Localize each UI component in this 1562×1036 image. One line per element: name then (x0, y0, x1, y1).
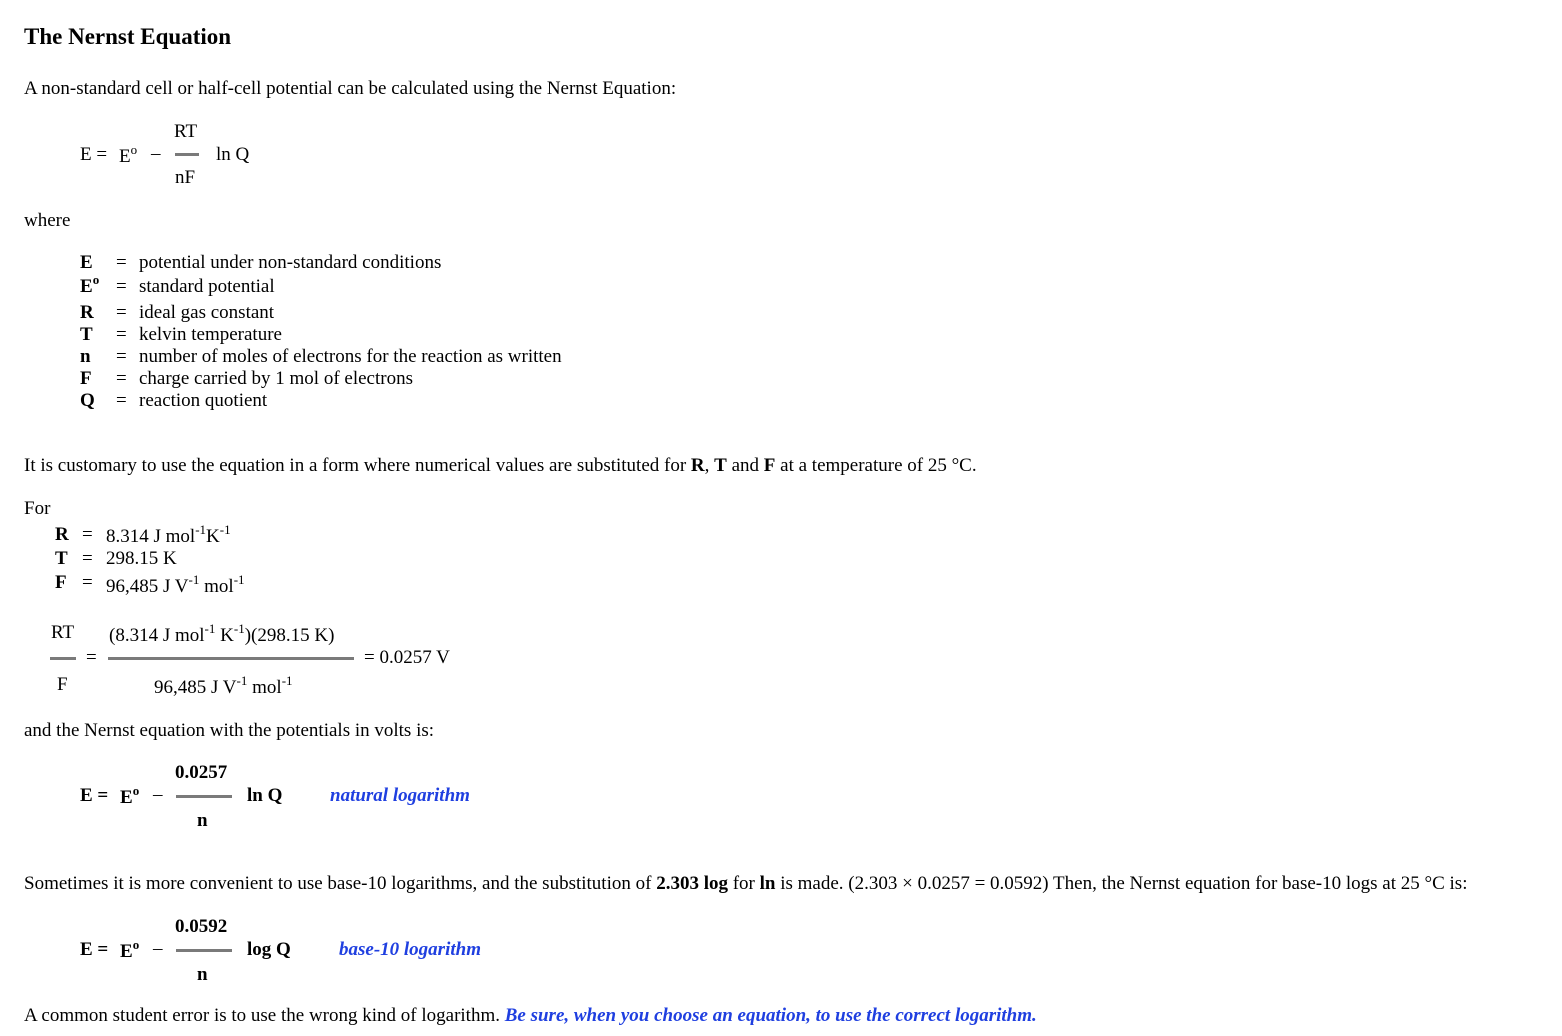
def-description: standard potential (139, 276, 275, 297)
def-symbol: R (80, 302, 94, 323)
def-equals: = (116, 252, 127, 273)
def-description: kelvin temperature (139, 324, 282, 345)
def-equals: = (116, 276, 127, 297)
def-description: reaction quotient (139, 390, 268, 411)
def-symbol: F (80, 368, 92, 389)
const-symbol: F (55, 572, 67, 593)
eq3-denominator: n (197, 964, 208, 985)
volts-text: and the Nernst equation with the potentials in volts is: (24, 720, 435, 741)
footer-emphasis: Be sure, when you choose an equation, to use the correct logarithm. (504, 1005, 1037, 1026)
const-value: 8.314 J $mol^{-1}K^{-1}$ (106, 522, 231, 547)
def-equals: = (116, 302, 127, 323)
eq1-log: ln Q (216, 144, 250, 165)
def-description: number of moles of electrons for the reaction as written (139, 346, 562, 367)
calc-equals: = (86, 647, 97, 668)
eq1-denominator: nF (175, 167, 196, 188)
eq2-note: natural logarithm (330, 785, 470, 806)
eq2-lhs: E = (80, 785, 109, 806)
def-symbol: E (80, 252, 93, 273)
eq3-log: log Q (247, 939, 291, 960)
def-symbol: n (80, 346, 91, 367)
def-equals: = (116, 368, 127, 389)
calc-rhs-numerator: (8.314 J mol$^{-1}$ $K^{-1})(298.15$ K) (109, 621, 335, 646)
calc-rhs-denominator: 96,485 J $V^{-1}$ mol$^{-1}$ (154, 673, 293, 698)
footer-text: A common student error is to use the wrong kind of logarithm. Be sure, when you choose an equation, to use the correct logarithm. (24, 1005, 1037, 1026)
page-title: The Nernst Equation (24, 24, 232, 49)
intro-text: A non-standard cell or half-cell potential can be calculated using the Nernst Equation: (24, 78, 677, 99)
const-equals: = (82, 548, 93, 569)
eq3-numerator: 0.0592 (175, 916, 228, 937)
customary-text: It is customary to use the equation in a form where numerical values are substituted for R, T and F at a temperature of 25 °C. (24, 455, 977, 476)
def-equals: = (116, 324, 127, 345)
for-label: For (24, 498, 51, 519)
const-equals: = (82, 524, 93, 545)
def-symbol: $E^o$ (80, 272, 100, 297)
where-label: where (24, 210, 71, 231)
const-symbol: T (55, 548, 68, 569)
eq1-minus: – (151, 143, 161, 164)
def-equals: = (116, 346, 127, 367)
const-value: 96,485 J $V^{-1}$ mol$^{-1}$ (106, 572, 245, 597)
eq1-lhs: E = (80, 144, 108, 165)
def-equals: = (116, 390, 127, 411)
def-symbol: T (80, 324, 93, 345)
def-description: charge carried by 1 mol of electrons (139, 368, 413, 389)
const-equals: = (82, 572, 93, 593)
calc-lhs-fraction-bar (50, 657, 76, 660)
calc-lhs-denominator: F (57, 674, 68, 695)
eq1-fraction-bar (175, 153, 199, 156)
eq2-fraction-bar (176, 795, 232, 798)
const-value: 298.15 K (106, 548, 177, 569)
eq3-e0: $E^o$ (120, 937, 140, 962)
eq2-denominator: n (197, 810, 208, 831)
eq3-lhs: E = (80, 939, 109, 960)
const-symbol: R (55, 524, 69, 545)
eq3-note: base-10 logarithm (339, 939, 481, 960)
eq2-numerator: 0.0257 (175, 762, 228, 783)
eq1-e0: $E^o$ (119, 142, 138, 167)
eq1-numerator: RT (174, 121, 198, 142)
calc-rhs-fraction-bar (108, 657, 354, 660)
def-description: ideal gas constant (139, 302, 275, 323)
eq2-log: ln Q (247, 785, 283, 806)
calc-lhs-numerator: RT (51, 622, 75, 643)
def-symbol: Q (80, 390, 95, 411)
eq3-minus: – (153, 938, 163, 959)
calc-result: = 0.0257 V (364, 647, 450, 668)
def-description: potential under non-standard conditions (139, 252, 442, 273)
eq2-minus: – (153, 784, 163, 805)
eq2-e0: $E^o$ (120, 783, 140, 808)
eq3-fraction-bar (176, 949, 232, 952)
base10-text: Sometimes it is more convenient to use base-10 logarithms, and the substitution of 2.303 log for ln is made. (2.303 × 0.0257 = 0.0592) Then, the Nernst equation for base-10 logs at 25 °C is: (24, 873, 1468, 894)
